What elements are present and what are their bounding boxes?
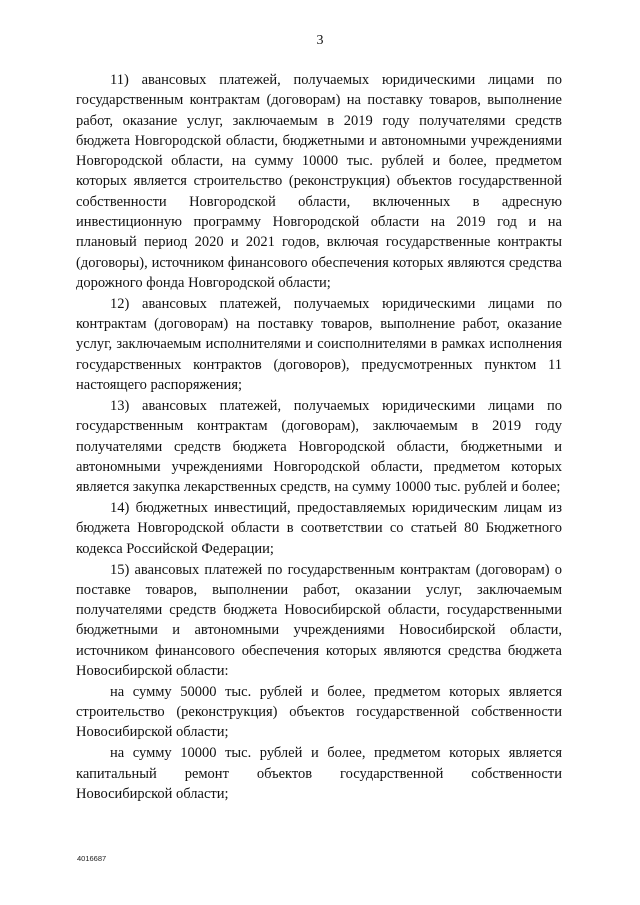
paragraph-item-13: 13) авансовых платежей, получаемых юридическими лицами по государственным контрактам (договорам), заключаемым в 2019 году получателями средств бюджета Новгородской области, бюджетными и автономными учреждениями Новгородской области, предметом которых является закупка лекарственных средств, на сумму 10000 тыс. рублей и более; <box>76 397 562 496</box>
paragraph-item-12: 12) авансовых платежей, получаемых юридическими лицами по контрактам (договорам) на поставку товаров, выполнение работ, оказание услуг, заключаемым исполнителями и соисполнителями в рамках исполнения государственных контрактов (договоров), предусмотренных пунктом 11 настоящего распоряжения; <box>76 295 562 394</box>
paragraph-item-14: 14) бюджетных инвестиций, предоставляемых юридическим лицам из бюджета Новгородской области в соответствии со статьей 80 Бюджетного кодекса Российской Федерации; <box>76 500 562 557</box>
paragraph-item-11: 11) авансовых платежей, получаемых юридическими лицами по государственным контрактам (договорам) на поставку товаров, выполнение работ, оказание услуг, заключаемым в 2019 году получателями средств бюджета Новгородской области, бюджетными и автономными учреждениями Новгородской области, на сумму 10000 тыс. рублей и более, предметом которых является строительство (реконструкция) объектов государственной собственности Новгородской области, включенных в адресную инвестиционную программу Новгородской области на 2019 год и на плановый период 2020 и 2021 годов, включая государственные контракты (договоры), источником финансового обеспечения которых являются средства дорожного фонда Новгородской области; <box>76 72 562 291</box>
page-number: 3 <box>316 33 324 48</box>
document-id: 4016687 <box>77 854 107 863</box>
document-body <box>76 70 562 804</box>
paragraph-subitem-capital-repair: на сумму 10000 тыс. рублей и более, предметом которых является капитальный ремонт объектов государственной собственности Новосибирской области; <box>76 745 562 802</box>
paragraph-subitem-construction: на сумму 50000 тыс. рублей и более, предметом которых является строительство (реконструкция) объектов государственной собственности Новосибирской области; <box>76 683 562 741</box>
paragraph-item-15: 15) авансовых платежей по государственным контрактам (договорам) о поставке товаров, выполнении работ, оказании услуг, заключаемым получателями средств бюджета Новосибирской области, государственными бюджетными и автономными учреждениями Новосибирской области, источником финансового обеспечения которых являются средства бюджета Новосибирской области: <box>76 561 562 679</box>
